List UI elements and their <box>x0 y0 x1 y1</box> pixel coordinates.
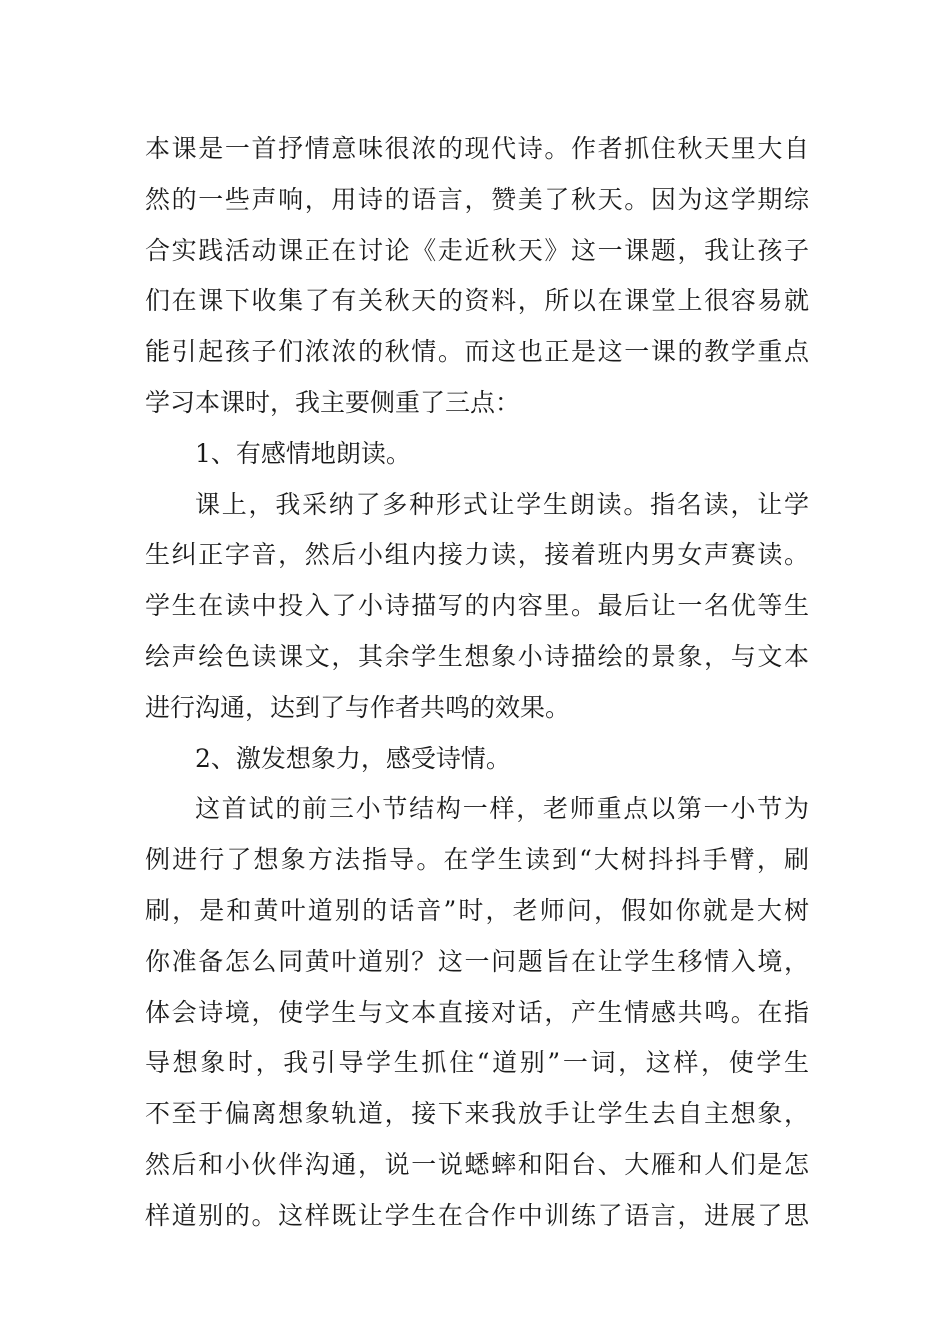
document-page <box>145 124 809 1242</box>
text-line: 样道别的。这样既让学生在合作中训练了语言，进展了思 <box>145 1200 809 1230</box>
text-line: 体会诗境，使学生与文本直接对话，产生情感共鸣。在指 <box>145 997 809 1027</box>
text-line: 绘声绘色读课文，其余学生想象小诗描绘的景象，与文本 <box>145 641 809 671</box>
text-line: 本课是一首抒情意味很浓的现代诗。作者抓住秋天里大自 <box>145 134 809 163</box>
text-line: 2、激发想象力，感受诗情。 <box>195 743 511 773</box>
text-line: 课上，我采纳了多种形式让学生朗读。指名读，让学 <box>195 489 809 519</box>
text-line: 导想象时，我引导学生抓住“道别”一词，这样，使学生 <box>145 1048 809 1078</box>
text-line: 然的一些声响，用诗的语言，赞美了秋天。因为这学期综 <box>145 184 809 214</box>
text-line: 进行沟通，达到了与作者共鸣的效果。 <box>145 692 571 722</box>
text-line: 学习本课时，我主要侧重了三点： <box>145 387 521 417</box>
text-line: 合实践活动课正在讨论《走近秋天》这一课题，我让孩子 <box>145 235 809 265</box>
text-line: 然后和小伙伴沟通，说一说蟋蟀和阳台、大雁和人们是怎 <box>145 1149 809 1179</box>
text-line: 这首试的前三小节结构一样，老师重点以第一小节为 <box>195 794 809 824</box>
text-line: 例进行了想象方法指导。在学生读到“大树抖抖手臂，刷 <box>145 845 809 875</box>
text-line: 们在课下收集了有关秋天的资料，所以在课堂上很容易就 <box>145 286 809 316</box>
text-line: 不至于偏离想象轨道，接下来我放手让学生去自主想象， <box>145 1099 809 1129</box>
text-line: 刷，是和黄叶道别的话音”时，老师问，假如你就是大树 <box>145 895 809 925</box>
text-line: 你准备怎么同黄叶道别？这一问题旨在让学生移情入境， <box>145 946 809 976</box>
text-line: 生纠正字音，然后小组内接力读，接着班内男女声赛读。 <box>145 540 809 570</box>
text-line: 1、有感情地朗读。 <box>195 438 411 468</box>
text-line: 能引起孩子们浓浓的秋情。而这也正是这一课的教学重点 <box>145 337 809 367</box>
text-line: 学生在读中投入了小诗描写的内容里。最后让一名优等生 <box>145 591 809 621</box>
